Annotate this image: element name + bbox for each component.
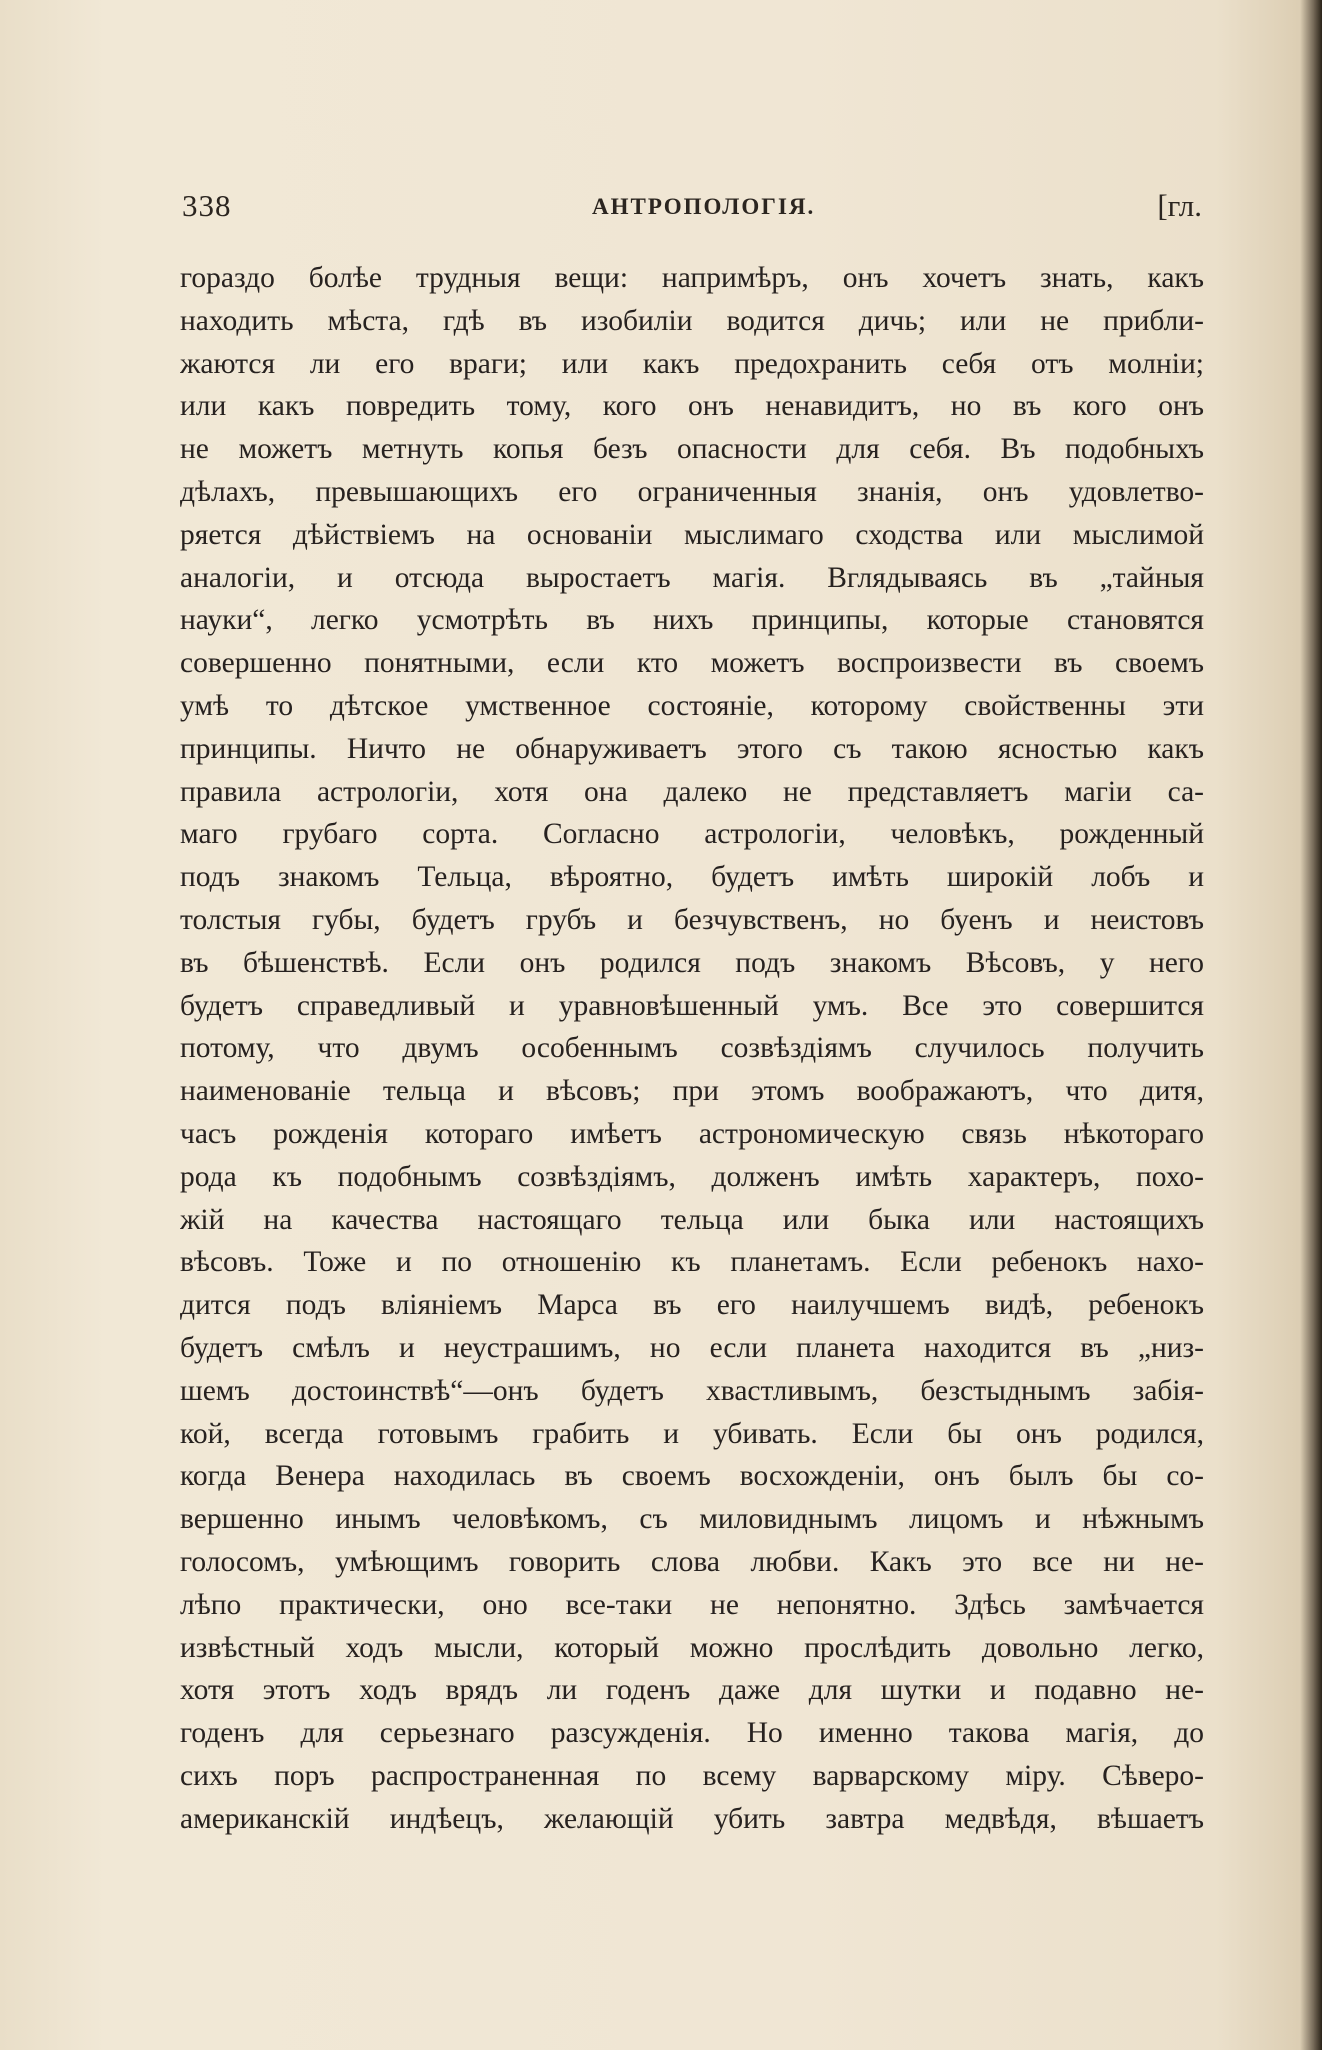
text-line: голосомъ, умѣющимъ говорить слова любви. Какъ это все ни не- bbox=[180, 1545, 1204, 1578]
text-line: подъ знакомъ Тельца, вѣроятно, будетъ имѣть широкій лобъ и bbox=[180, 861, 1204, 894]
text-line: когда Венера находилась въ своемъ восхожденіи, онъ былъ бы со- bbox=[180, 1460, 1204, 1493]
text-line: не можетъ метнуть копья безъ опасности для себя. Въ подобныхъ bbox=[180, 433, 1204, 466]
text-line: дится подъ вліяніемъ Марса въ его наилучшемъ видѣ, ребенокъ bbox=[180, 1289, 1204, 1322]
text-line: аналогіи, и отсюда выростаетъ магія. Вглядываясь въ „тайныя bbox=[180, 561, 1204, 594]
text-line: или какъ повредить тому, кого онъ ненавидитъ, но въ кого онъ bbox=[180, 390, 1204, 423]
text-line: правила астрологіи, хотя она далеко не представляетъ магіи са- bbox=[180, 775, 1204, 808]
text-line: американскій индѣецъ, желающій убить завтра медвѣдя, вѣшаетъ bbox=[180, 1802, 1204, 1835]
page-edge-shadow bbox=[1300, 0, 1322, 2050]
text-line: дѣлахъ, превышающихъ его ограниченныя знанія, онъ удовлетво- bbox=[180, 475, 1204, 508]
text-line: потому, что двумъ особеннымъ созвѣздіямъ случилось получить bbox=[180, 1032, 1204, 1065]
text-line: умѣ то дѣтское умственное состояніе, которому свойственны эти bbox=[180, 689, 1204, 722]
text-line: науки“, легко усмотрѣть въ нихъ принципы, которые становятся bbox=[180, 604, 1204, 637]
text-line: въ бѣшенствѣ. Если онъ родился подъ знакомъ Вѣсовъ, у него bbox=[180, 946, 1204, 979]
running-head bbox=[182, 188, 1202, 238]
text-line: принципы. Ничто не обнаруживаетъ этого съ такою ясностью какъ bbox=[180, 732, 1204, 765]
text-line: гораздо болѣе трудныя вещи: напримѣръ, онъ хочетъ знать, какъ bbox=[180, 262, 1204, 294]
text-line: будетъ смѣлъ и неустрашимъ, но если планета находится въ „низ- bbox=[180, 1331, 1204, 1364]
text-line: наименованіе тельца и вѣсовъ; при этомъ воображаютъ, что дитя, bbox=[180, 1075, 1204, 1108]
text-line: маго грубаго сорта. Согласно астрологіи, человѣкъ, рожденный bbox=[180, 818, 1204, 851]
text-line: хотя этотъ ходъ врядъ ли годенъ даже для шутки и подавно не- bbox=[180, 1674, 1204, 1707]
text-line: шемъ достоинствѣ“—онъ будетъ хвастливымъ, безстыднымъ забія- bbox=[180, 1374, 1204, 1407]
text-line: жій на качества настоящаго тельца или быка или настоящихъ bbox=[180, 1203, 1204, 1236]
chapter-mark: [гл. bbox=[1157, 188, 1202, 223]
body-text bbox=[180, 257, 1204, 1840]
text-line: извѣстный ходъ мысли, который можно прослѣдить довольно легко, bbox=[180, 1631, 1204, 1664]
text-line: кой, всегда готовымъ грабить и убивать. Если бы онъ родился, bbox=[180, 1417, 1204, 1450]
text-line: лѣпо практически, оно все-таки не непонятно. Здѣсь замѣчается bbox=[180, 1588, 1204, 1621]
text-line: толстыя губы, будетъ грубъ и безчувственъ, но буенъ и неистовъ bbox=[180, 903, 1204, 936]
text-line: вѣсовъ. Тоже и по отношенію къ планетамъ. Если ребенокъ нахо- bbox=[180, 1246, 1204, 1279]
text-line: будетъ справедливый и уравновѣшенный умъ. Все это совершится bbox=[180, 989, 1204, 1022]
text-line: находить мѣста, гдѣ въ изобиліи водится дичь; или не прибли- bbox=[180, 304, 1204, 337]
page-number: 338 bbox=[182, 188, 232, 223]
text-line: совершенно понятными, если кто можетъ воспроизвести въ своемъ bbox=[180, 647, 1204, 680]
text-line: сихъ поръ распространенная по всему варварскому міру. Сѣверо- bbox=[180, 1759, 1204, 1792]
text-line: жаются ли его враги; или какъ предохранить себя отъ молніи; bbox=[180, 347, 1204, 380]
text-line: часъ рожденія котораго имѣетъ астрономическую связь нѣкотораго bbox=[180, 1117, 1204, 1150]
text-line: ряется дѣйствіемъ на основаніи мыслимаго сходства или мыслимой bbox=[180, 518, 1204, 551]
running-title: АНТРОПОЛОГІЯ. bbox=[592, 194, 816, 219]
text-line: годенъ для серьезнаго разсужденія. Но именно такова магія, до bbox=[180, 1717, 1204, 1750]
text-line: вершенно инымъ человѣкомъ, съ миловиднымъ лицомъ и нѣжнымъ bbox=[180, 1503, 1204, 1536]
text-line: рода къ подобнымъ созвѣздіямъ, долженъ имѣть характеръ, похо- bbox=[180, 1160, 1204, 1193]
